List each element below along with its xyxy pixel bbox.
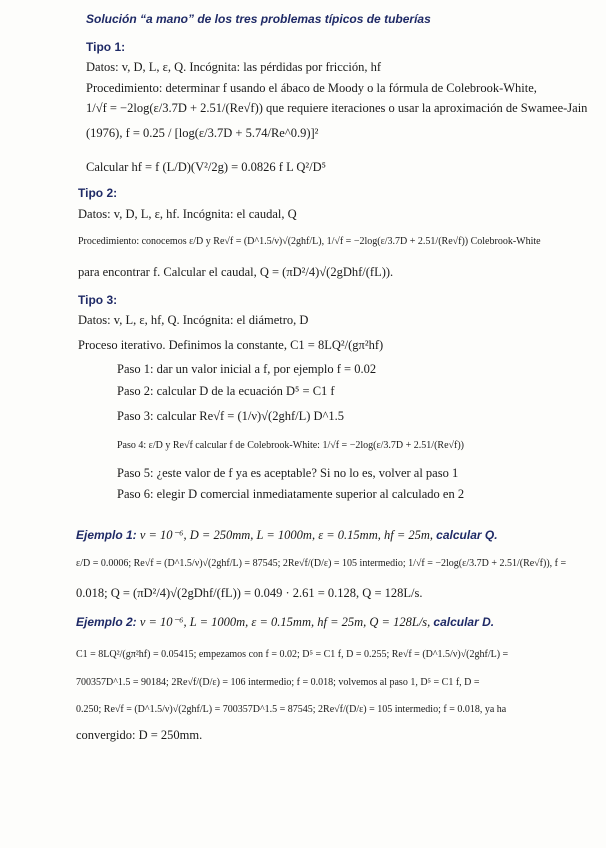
paso-4: Paso 4: ε/D y Re√f calcular f de Colebrook-White: 1/√f = −2log(ε/3.7D + 2.51/(Re√f)) <box>117 440 464 451</box>
ejemplo2-sol-line2: 700357D^1.5 = 90184; 2Re√f/(D/ε) = 106 intermedio; f = 0.018; volvemos al paso 1, D⁵ = C1 f, D = <box>76 677 480 688</box>
ejemplo2-sol-line4: convergido: D = 250mm. <box>76 728 203 742</box>
tipo1-proc-line2: 1/√f = −2log(ε/3.7D + 2.51/(Re√f)) que requiere iteraciones o usar la aproximación de Swamee-Jain <box>86 101 588 115</box>
ejemplo1-pide: calcular Q. <box>436 528 498 542</box>
ejemplo1-label: Ejemplo 1: <box>76 528 137 542</box>
tipo3-datos: Datos: v, L, ε, hf, Q. Incógnita: el diámetro, D <box>78 313 309 327</box>
ejemplo1-sol-line1: ε/D = 0.0006; Re√f = (D^1.5/ν)√(2ghf/L) = 87545; 2Re√f/(D/ε) = 105 intermedio; 1/√f = −2log(ε/3.7D + 2.51/(Re√f)), f = <box>76 558 567 569</box>
paso-1: Paso 1: dar un valor inicial a f, por ejemplo f = 0.02 <box>117 362 377 376</box>
tipo1-proc-line1: Procedimiento: determinar f usando el ábaco de Moody o la fórmula de Colebrook-White, <box>86 81 537 95</box>
tipo2-heading: Tipo 2: <box>78 186 118 200</box>
ejemplo2-sol-line1: C1 = 8LQ²/(gπ²hf) = 0.05415; empezamos con f = 0.02; D⁵ = C1 f, D = 0.255; Re√f = (D^1.5/ν)√(2ghf/L) = <box>76 649 509 660</box>
tipo2-proc-line2: para encontrar f. Calcular el caudal, Q = (πD²/4)√(2gDhf/(fL)). <box>78 265 394 279</box>
ejemplo2-enunciado: ν = 10⁻⁶, L = 1000m, ε = 0.15mm, hf = 25m, Q = 128L/s, <box>139 615 431 629</box>
ejemplo2-sol-line3: 0.250; Re√f = (D^1.5/ν)√(2ghf/L) = 700357D^1.5 = 87545; 2Re√f/(D/ε) = 105 intermedio; f = 0.018, ya ha <box>76 704 507 715</box>
ejemplo1-statement <box>76 527 498 543</box>
tipo2-datos: Datos: v, D, L, ε, hf. Incógnita: el caudal, Q <box>78 207 297 221</box>
tipo3-heading: Tipo 3: <box>78 293 118 307</box>
ejemplo1-enunciado: ν = 10⁻⁶, D = 250mm, L = 1000m, ε = 0.15mm, hf = 25m, <box>139 528 434 542</box>
ejemplo2-statement <box>76 614 494 630</box>
paso-3: Paso 3: calcular Re√f = (1/ν)√(2ghf/L) D^1.5 <box>117 409 345 423</box>
tipo1-proc-line3: (1976), f = 0.25 / [log(ε/3.7D + 5.74/Re^0.9)]² <box>86 126 319 140</box>
tipo1-datos: Datos: v, D, L, ε, Q. Incógnita: las pérdidas por fricción, hf <box>86 60 381 74</box>
paso-5: Paso 5: ¿este valor de f ya es aceptable? Si no lo es, volver al paso 1 <box>117 466 459 480</box>
ejemplo2-pide: calcular D. <box>433 615 495 629</box>
ejemplo2-label: Ejemplo 2: <box>76 615 137 629</box>
tipo1-heading: Tipo 1: <box>86 40 126 54</box>
tipo1-calc: Calcular hf = f (L/D)(V²/2g) = 0.0826 f L Q²/D⁵ <box>86 160 327 174</box>
page-title: Solución “a mano” de los tres problemas típicos de tuberías <box>86 12 431 26</box>
tipo3-proc: Proceso iterativo. Definimos la constante, C1 = 8LQ²/(gπ²hf) <box>78 338 384 352</box>
tipo2-proc-line1: Procedimiento: conocemos ε/D y Re√f = (D^1.5/ν)√(2ghf/L), 1/√f = −2log(ε/3.7D + 2.51/(Re√f)) Colebrook-White <box>78 236 541 247</box>
paso-6: Paso 6: elegir D comercial inmediatamente superior al calculado en 2 <box>117 487 465 501</box>
paso-2: Paso 2: calcular D de la ecuación D⁵ = C1 f <box>117 384 335 398</box>
ejemplo1-sol-line2: 0.018; Q = (πD²/4)√(2gDhf/(fL)) = 0.049 · 2.61 = 0.128, Q = 128L/s. <box>76 586 423 600</box>
